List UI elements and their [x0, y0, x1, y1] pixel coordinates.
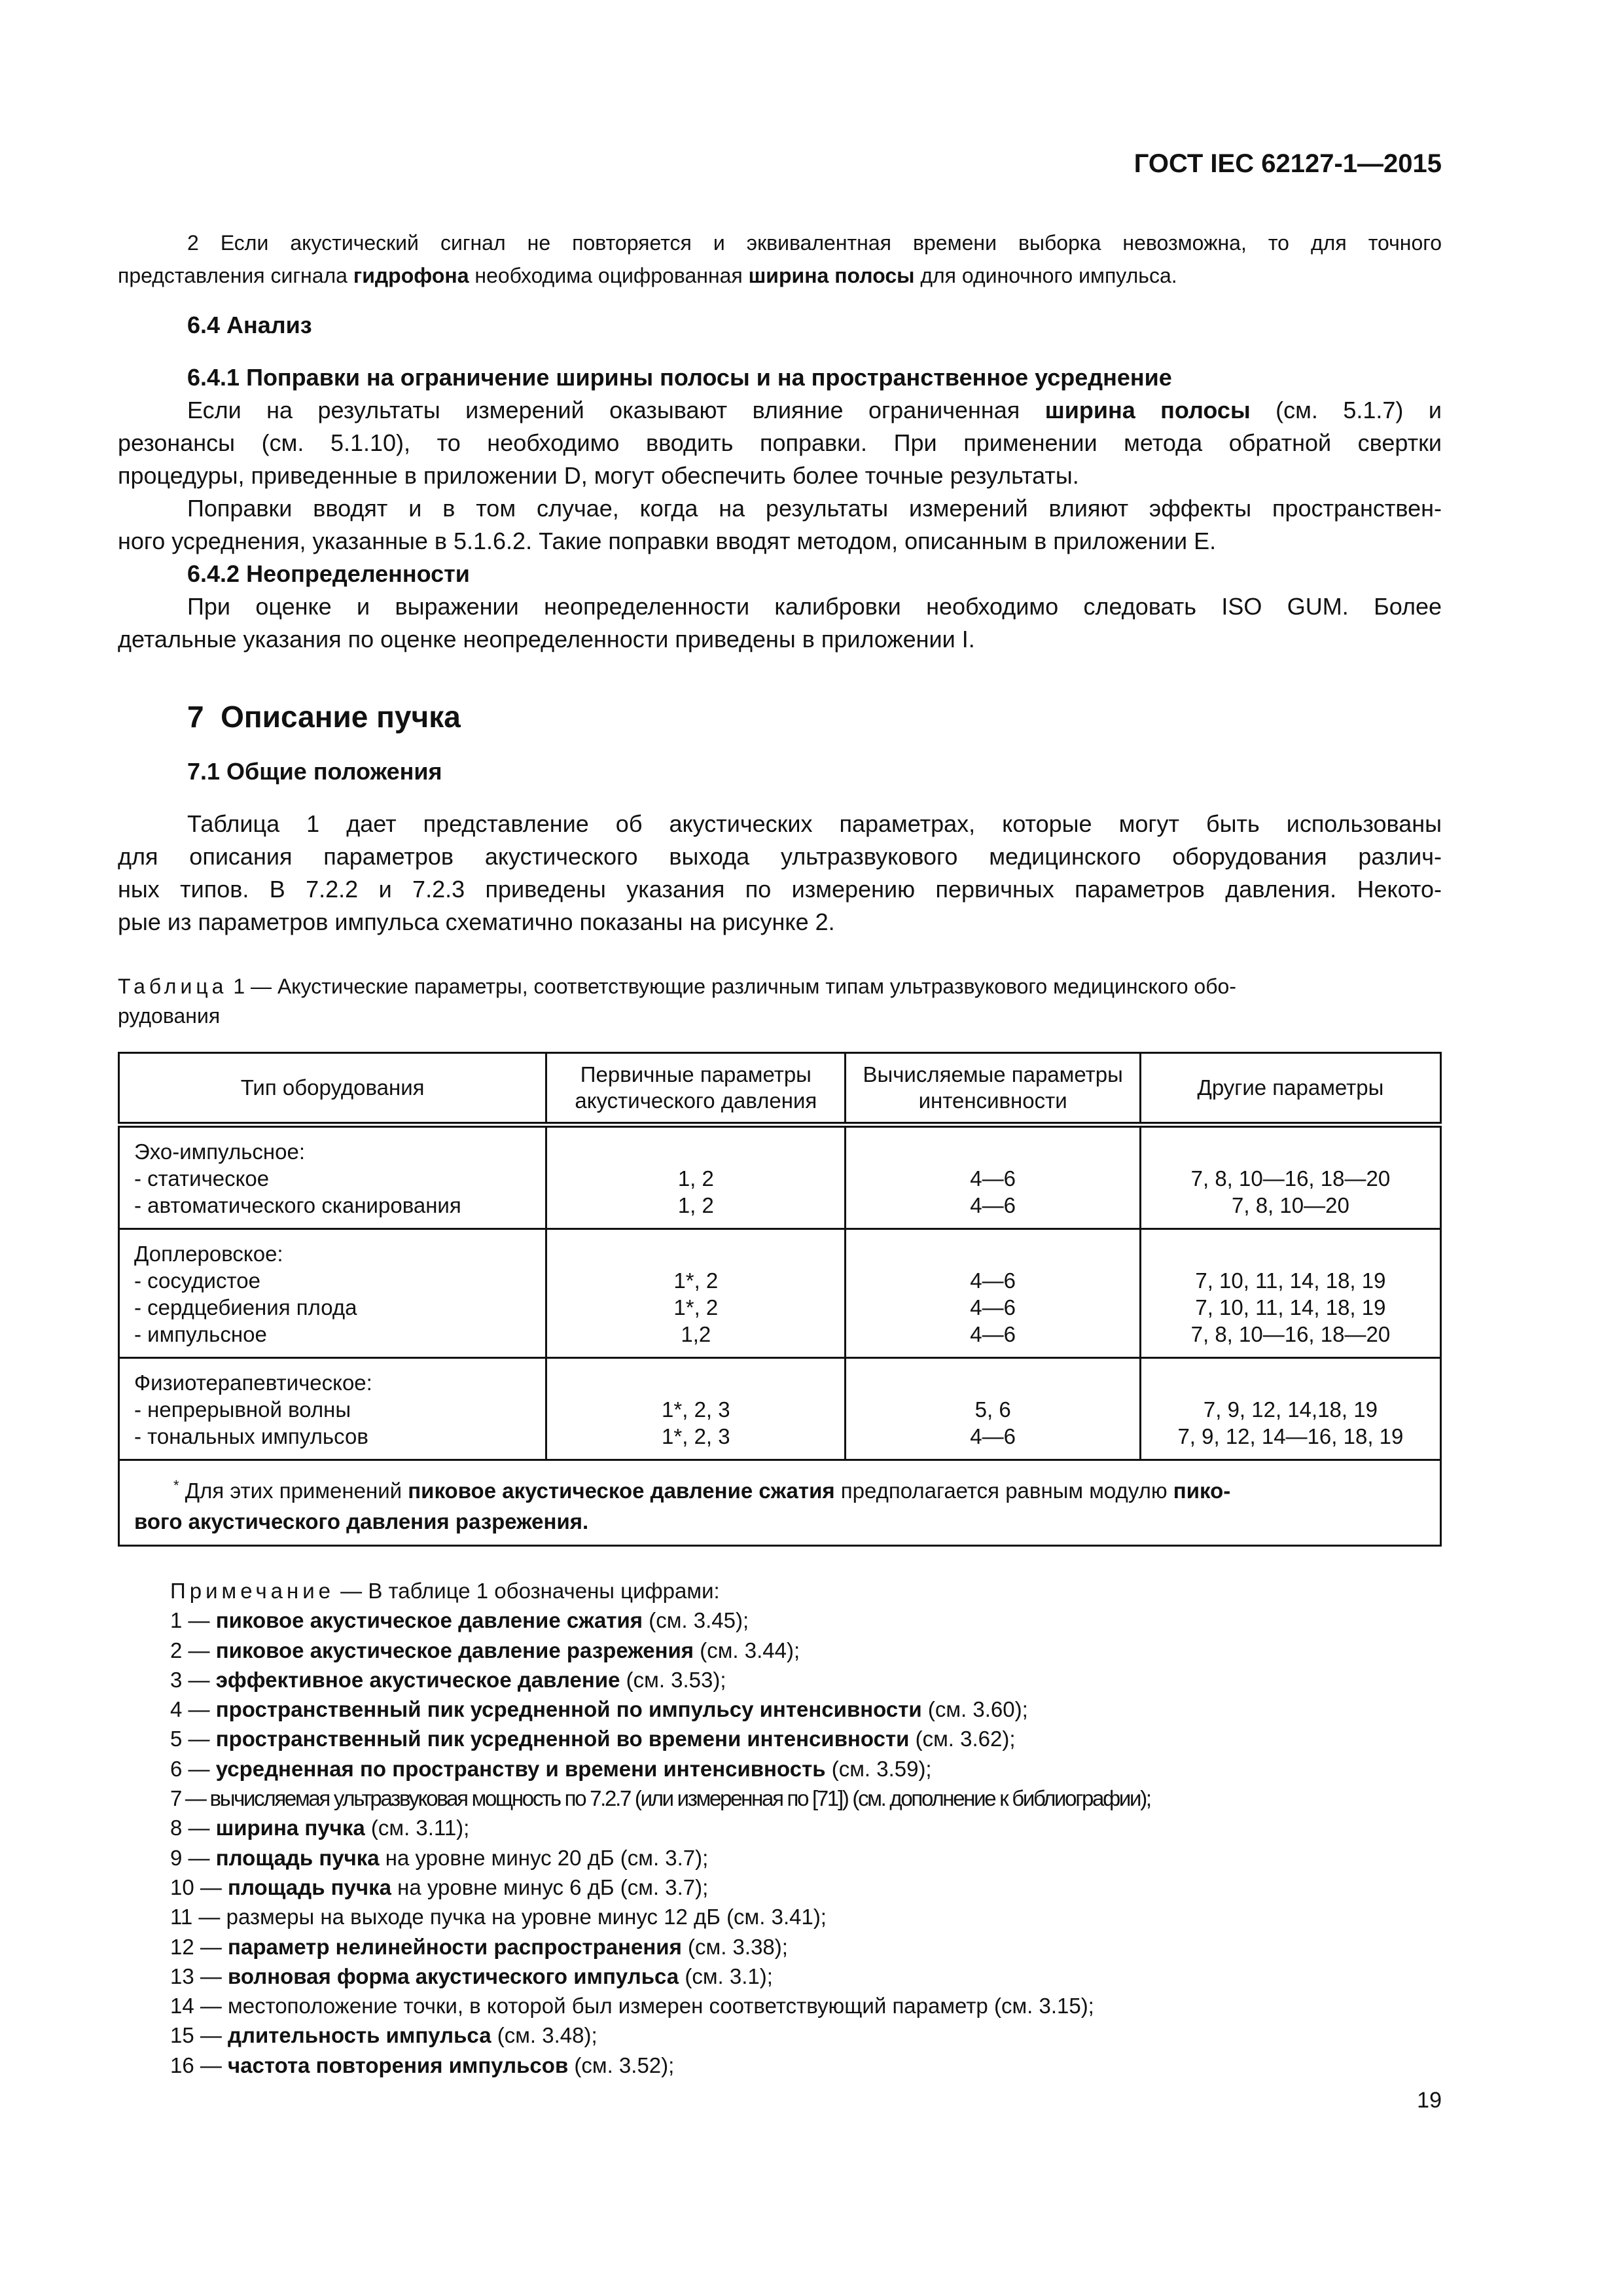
table-caption-label: Таблица — [118, 975, 228, 998]
table-notes — [170, 1576, 1150, 2080]
note-reference: (см. 3.53); — [620, 1667, 726, 1692]
spacer — [1141, 1240, 1440, 1267]
table-cell — [1140, 1358, 1440, 1460]
text-run: необходима оцифрованная — [469, 264, 749, 287]
section-6-4-1-paragraph-2 — [118, 492, 1442, 558]
note-item — [170, 1695, 1150, 1724]
note-reference: (см. 3.60); — [921, 1697, 1028, 1722]
parameter-values: 1*, 2, 3 — [662, 1424, 730, 1448]
note-item — [170, 1636, 1150, 1665]
note-reference: местоположение точки, в которой был измерен соответствующий параметр (см. 3.15); — [228, 1994, 1094, 2018]
note-item — [170, 1784, 1150, 1813]
table-cell — [846, 1125, 1140, 1229]
section-7-heading: 7 Описание пучка — [187, 700, 461, 734]
column-header-line: Тип оборудования — [240, 1075, 425, 1100]
section-6-4-2-heading: 6.4.2 Неопределенности — [187, 560, 470, 587]
column-header — [119, 1053, 546, 1125]
note-number: 9 — — [170, 1845, 216, 1870]
parameter-values: 1*, 2 — [673, 1268, 719, 1293]
text-line — [118, 427, 1442, 459]
section-6-4-2-paragraph — [118, 590, 1442, 656]
parameter-values: 7, 10, 11, 14, 18, 19 — [1195, 1295, 1386, 1319]
equipment-subtype: - сосудистое — [134, 1268, 260, 1293]
notes-label: Примечание — [170, 1579, 335, 1603]
note-item — [170, 1665, 1150, 1695]
parameter-values: 4—6 — [970, 1424, 1016, 1448]
parameter-values: 7, 8, 10—20 — [1232, 1193, 1349, 1217]
note-number: 5 — — [170, 1727, 216, 1751]
note-item — [170, 2051, 1150, 2080]
note-number: 4 — — [170, 1697, 216, 1722]
group-title: Эхо-импульсное: — [134, 1139, 306, 1164]
equipment-group-row — [119, 1358, 1441, 1460]
table-caption — [118, 972, 1442, 1031]
note-number: 12 — — [170, 1934, 228, 1959]
text-line — [118, 394, 1442, 427]
bold-term: ширина полосы — [1044, 397, 1251, 423]
notes-intro: — В таблице 1 обозначены цифрами: — [334, 1579, 720, 1603]
text-run: рые из параметров импульса схематично показаны на рисунке 2. — [118, 908, 835, 935]
column-header-line: интенсивности — [918, 1088, 1067, 1113]
table-cell — [1140, 1125, 1440, 1229]
text-run: (см. 5.1.7) и — [1250, 397, 1442, 423]
note-item — [170, 1843, 1150, 1873]
parameter-values: 1, 2 — [677, 1166, 714, 1191]
footnote-row — [119, 1460, 1441, 1546]
text-run: При оценке и выражении неопределенности калибровки необходимо следовать ISO GUM. Более — [187, 593, 1442, 620]
note-term: пиковое акустическое давление разрежения — [215, 1638, 694, 1662]
parameter-values: 1*, 2 — [673, 1295, 719, 1319]
footnote-line — [134, 1506, 1425, 1537]
parameter-values: 4—6 — [970, 1268, 1016, 1293]
parameter-values: 1,2 — [681, 1322, 711, 1346]
text-run: Таблица 1 дает представление об акустических параметрах, которые могут быть использованы — [187, 810, 1442, 837]
section-6-4-block — [118, 361, 1442, 656]
text-run: ного усреднения, указанные в 5.1.6.2. Такие поправки вводят методом, описанным в приложении Е. — [118, 528, 1217, 554]
text-run: процедуры, приведенные в приложении D, могут обеспечить более точные результаты. — [118, 462, 1079, 489]
note-reference: на уровне минус 6 дБ (см. 3.7); — [391, 1874, 709, 1899]
spacer — [547, 1240, 844, 1267]
text-run: Поправки вводят и в том случае, когда на результаты измерений влияют эффекты пространствен- — [187, 495, 1442, 522]
spacer — [1141, 1369, 1440, 1396]
table-cell — [846, 1229, 1140, 1358]
spacer — [846, 1138, 1139, 1165]
table-cell — [546, 1125, 846, 1229]
column-header-line: Первичные параметры — [580, 1062, 812, 1086]
note-item — [170, 1962, 1150, 1991]
note-reference: (см. 3.38); — [681, 1934, 788, 1959]
acoustic-parameters-table — [118, 1052, 1442, 1547]
table-cell — [119, 1358, 546, 1460]
note-2-paragraph — [118, 226, 1442, 292]
table-footnote — [119, 1460, 1441, 1546]
table-cell — [546, 1229, 846, 1358]
note-term: пространственный пик усредненной во времени интенсивности — [215, 1727, 910, 1751]
spacer — [846, 1240, 1139, 1267]
parameter-values: 5, 6 — [974, 1397, 1011, 1422]
note-reference: (см. 3.62); — [909, 1727, 1016, 1751]
note-item — [170, 2020, 1150, 2050]
text-line — [118, 840, 1442, 873]
spacer — [846, 1369, 1139, 1396]
note-term: параметр нелинейности распространения — [228, 1934, 682, 1959]
note-number: 6 — — [170, 1756, 216, 1781]
text-run: предполагается равным модулю — [834, 1479, 1173, 1503]
text-run: детальные указания по оценке неопределенности приведены в приложении I. — [118, 626, 975, 653]
parameter-values: 4—6 — [970, 1193, 1016, 1217]
text-line — [118, 873, 1442, 906]
note-number: 8 — — [170, 1816, 216, 1840]
column-header-line: Вычисляемые параметры — [863, 1062, 1123, 1086]
section-7-1-paragraph — [118, 808, 1442, 939]
note-reference: (см. 3.59); — [825, 1756, 932, 1781]
note-reference: (см. 3.45); — [643, 1608, 749, 1633]
text-run: представления сигнала — [118, 264, 353, 287]
table-cell — [119, 1125, 546, 1229]
text-line — [118, 492, 1442, 525]
note-term: эффективное акустическое давление — [215, 1667, 620, 1692]
note-number: 2 — — [170, 1638, 216, 1662]
text-line — [118, 906, 1442, 939]
table-cell — [119, 1229, 546, 1358]
note-item — [170, 1991, 1150, 2020]
text-run: ных типов. В 7.2.2 и 7.2.3 приведены указания по измерению первичных параметров давления. Некото- — [118, 876, 1442, 903]
equipment-subtype: - импульсное — [134, 1322, 267, 1346]
group-title: Доплеровское: — [134, 1242, 283, 1266]
equipment-subtype: - статическое — [134, 1166, 270, 1191]
column-header — [846, 1053, 1140, 1125]
text-line — [118, 226, 1442, 259]
bold-term: вого акустического давления разрежения. — [134, 1509, 589, 1534]
spacer — [547, 1369, 844, 1396]
table-caption-text: 1 — Акустические параметры, соответствующие различным типам ультразвукового медицинского обо- — [227, 975, 1236, 998]
text-line — [118, 808, 1442, 840]
footnote-line — [134, 1470, 1425, 1506]
note-reference: (см. 3.52); — [568, 2053, 675, 2077]
text-line — [118, 459, 1442, 492]
note-reference: на уровне минус 20 дБ (см. 3.7); — [379, 1845, 709, 1870]
note-number: 14 — — [170, 1994, 228, 2018]
column-header — [546, 1053, 846, 1125]
note-term: ширина пучка — [215, 1816, 365, 1840]
parameter-values: 1*, 2, 3 — [662, 1397, 730, 1422]
bold-term: пико- — [1173, 1479, 1231, 1503]
text-line — [118, 525, 1442, 558]
parameter-values: 1, 2 — [677, 1193, 714, 1217]
note-term: усредненная по пространству и времени интенсивность — [215, 1756, 826, 1781]
note-term: площадь пучка — [228, 1874, 391, 1899]
note-number: 16 — — [170, 2053, 228, 2077]
equipment-subtype: - автоматического сканирования — [134, 1193, 461, 1217]
text-line — [118, 259, 1442, 292]
bold-term: ширина полосы — [748, 264, 915, 287]
table-caption-continuation: рудования — [118, 1004, 221, 1028]
note-term: волновая форма акустического импульса — [228, 1964, 679, 1988]
equipment-group-row — [119, 1125, 1441, 1229]
note-number: 3 — — [170, 1667, 216, 1692]
text-run: Для этих применений — [185, 1479, 408, 1503]
text-line — [118, 623, 1442, 656]
text-run: Если на результаты измерений оказывают влияние ограниченная — [187, 397, 1045, 423]
parameter-values: 4—6 — [970, 1166, 1016, 1191]
note-item — [170, 1932, 1150, 1962]
note-reference: вычисляемая ультразвуковая мощность по 7.2.7 (или измеренная по [71]) (см. дополнение к библиографии); — [209, 1786, 1150, 1811]
table-header-row — [119, 1053, 1441, 1125]
note-reference: (см. 3.11); — [365, 1816, 470, 1840]
note-number: 15 — — [170, 2023, 228, 2048]
column-header-line: Другие параметры — [1197, 1075, 1384, 1100]
note-term: пространственный пик усредненной по импульсу интенсивности — [215, 1697, 922, 1722]
text-run: 2 Если акустический сигнал не повторяется и эквивалентная времени выборка невозможна, то для точного — [187, 231, 1442, 255]
section-7-1-heading: 7.1 Общие положения — [187, 758, 442, 785]
text-line — [118, 590, 1442, 623]
note-item — [170, 1724, 1150, 1753]
page-number: 19 — [1417, 2088, 1442, 2113]
note-term: пиковое акустическое давление сжатия — [215, 1608, 643, 1633]
note-number: 13 — — [170, 1964, 228, 1988]
note-reference: (см. 3.1); — [679, 1964, 773, 1988]
parameter-values: 4—6 — [970, 1322, 1016, 1346]
column-header — [1140, 1053, 1440, 1125]
bold-term: пиковое акустическое давление сжатия — [408, 1479, 835, 1503]
text-run: для одиночного импульса. — [914, 264, 1177, 287]
section-6-4-1-paragraph-1 — [118, 394, 1442, 492]
parameter-values: 7, 8, 10—16, 18—20 — [1190, 1322, 1391, 1346]
note-number: 11 — — [170, 1905, 226, 1929]
equipment-group-row — [119, 1229, 1441, 1358]
table-cell — [846, 1358, 1140, 1460]
group-title: Физиотерапевтическое: — [134, 1371, 372, 1395]
note-item — [170, 1754, 1150, 1784]
text-run: для описания параметров акустического выхода ультразвукового медицинского оборудования различ- — [118, 843, 1442, 870]
note-reference: (см. 3.44); — [694, 1638, 800, 1662]
note-item — [170, 1902, 1150, 1931]
note-reference: размеры на выходе пучка на уровне минус 12 дБ (см. 3.41); — [226, 1905, 827, 1929]
parameter-values: 4—6 — [970, 1295, 1016, 1319]
parameter-values: 7, 9, 12, 14—16, 18, 19 — [1177, 1424, 1404, 1448]
parameter-values: 7, 10, 11, 14, 18, 19 — [1195, 1268, 1386, 1293]
note-item — [170, 1813, 1150, 1842]
section-6-4-1-heading: 6.4.1 Поправки на ограничение ширины полосы и на пространственное усреднение — [187, 364, 1172, 391]
note-item — [170, 1873, 1150, 1902]
note-reference: (см. 3.48); — [491, 2023, 597, 2048]
text-run: резонансы (см. 5.1.10), то необходимо вводить поправки. При применении метода обратной свертки — [118, 429, 1442, 456]
bold-term: гидрофона — [353, 264, 469, 287]
table-cell — [546, 1358, 846, 1460]
note-term: длительность импульса — [228, 2023, 491, 2048]
section-6-4-heading: 6.4 Анализ — [187, 312, 312, 338]
table-cell — [1140, 1229, 1440, 1358]
note-number: 1 — — [170, 1608, 216, 1633]
note-term: частота повторения импульсов — [228, 2053, 569, 2077]
footnote-mark: * — [173, 1477, 179, 1494]
note-term: площадь пучка — [215, 1845, 380, 1870]
column-header-line: акустического давления — [575, 1088, 817, 1113]
spacer — [547, 1138, 844, 1165]
spacer — [1141, 1138, 1440, 1165]
equipment-subtype: - сердцебиения плода — [134, 1295, 357, 1319]
document-header: ГОСТ IEC 62127-1—2015 — [1133, 149, 1442, 178]
equipment-subtype: - непрерывной волны — [134, 1397, 351, 1422]
note-number: 7 — — [170, 1786, 210, 1811]
parameter-values: 7, 8, 10—16, 18—20 — [1190, 1166, 1391, 1191]
note-number: 10 — — [170, 1874, 228, 1899]
note-item — [170, 1605, 1150, 1635]
parameter-values: 7, 9, 12, 14,18, 19 — [1203, 1397, 1378, 1422]
equipment-subtype: - тональных импульсов — [134, 1424, 368, 1448]
